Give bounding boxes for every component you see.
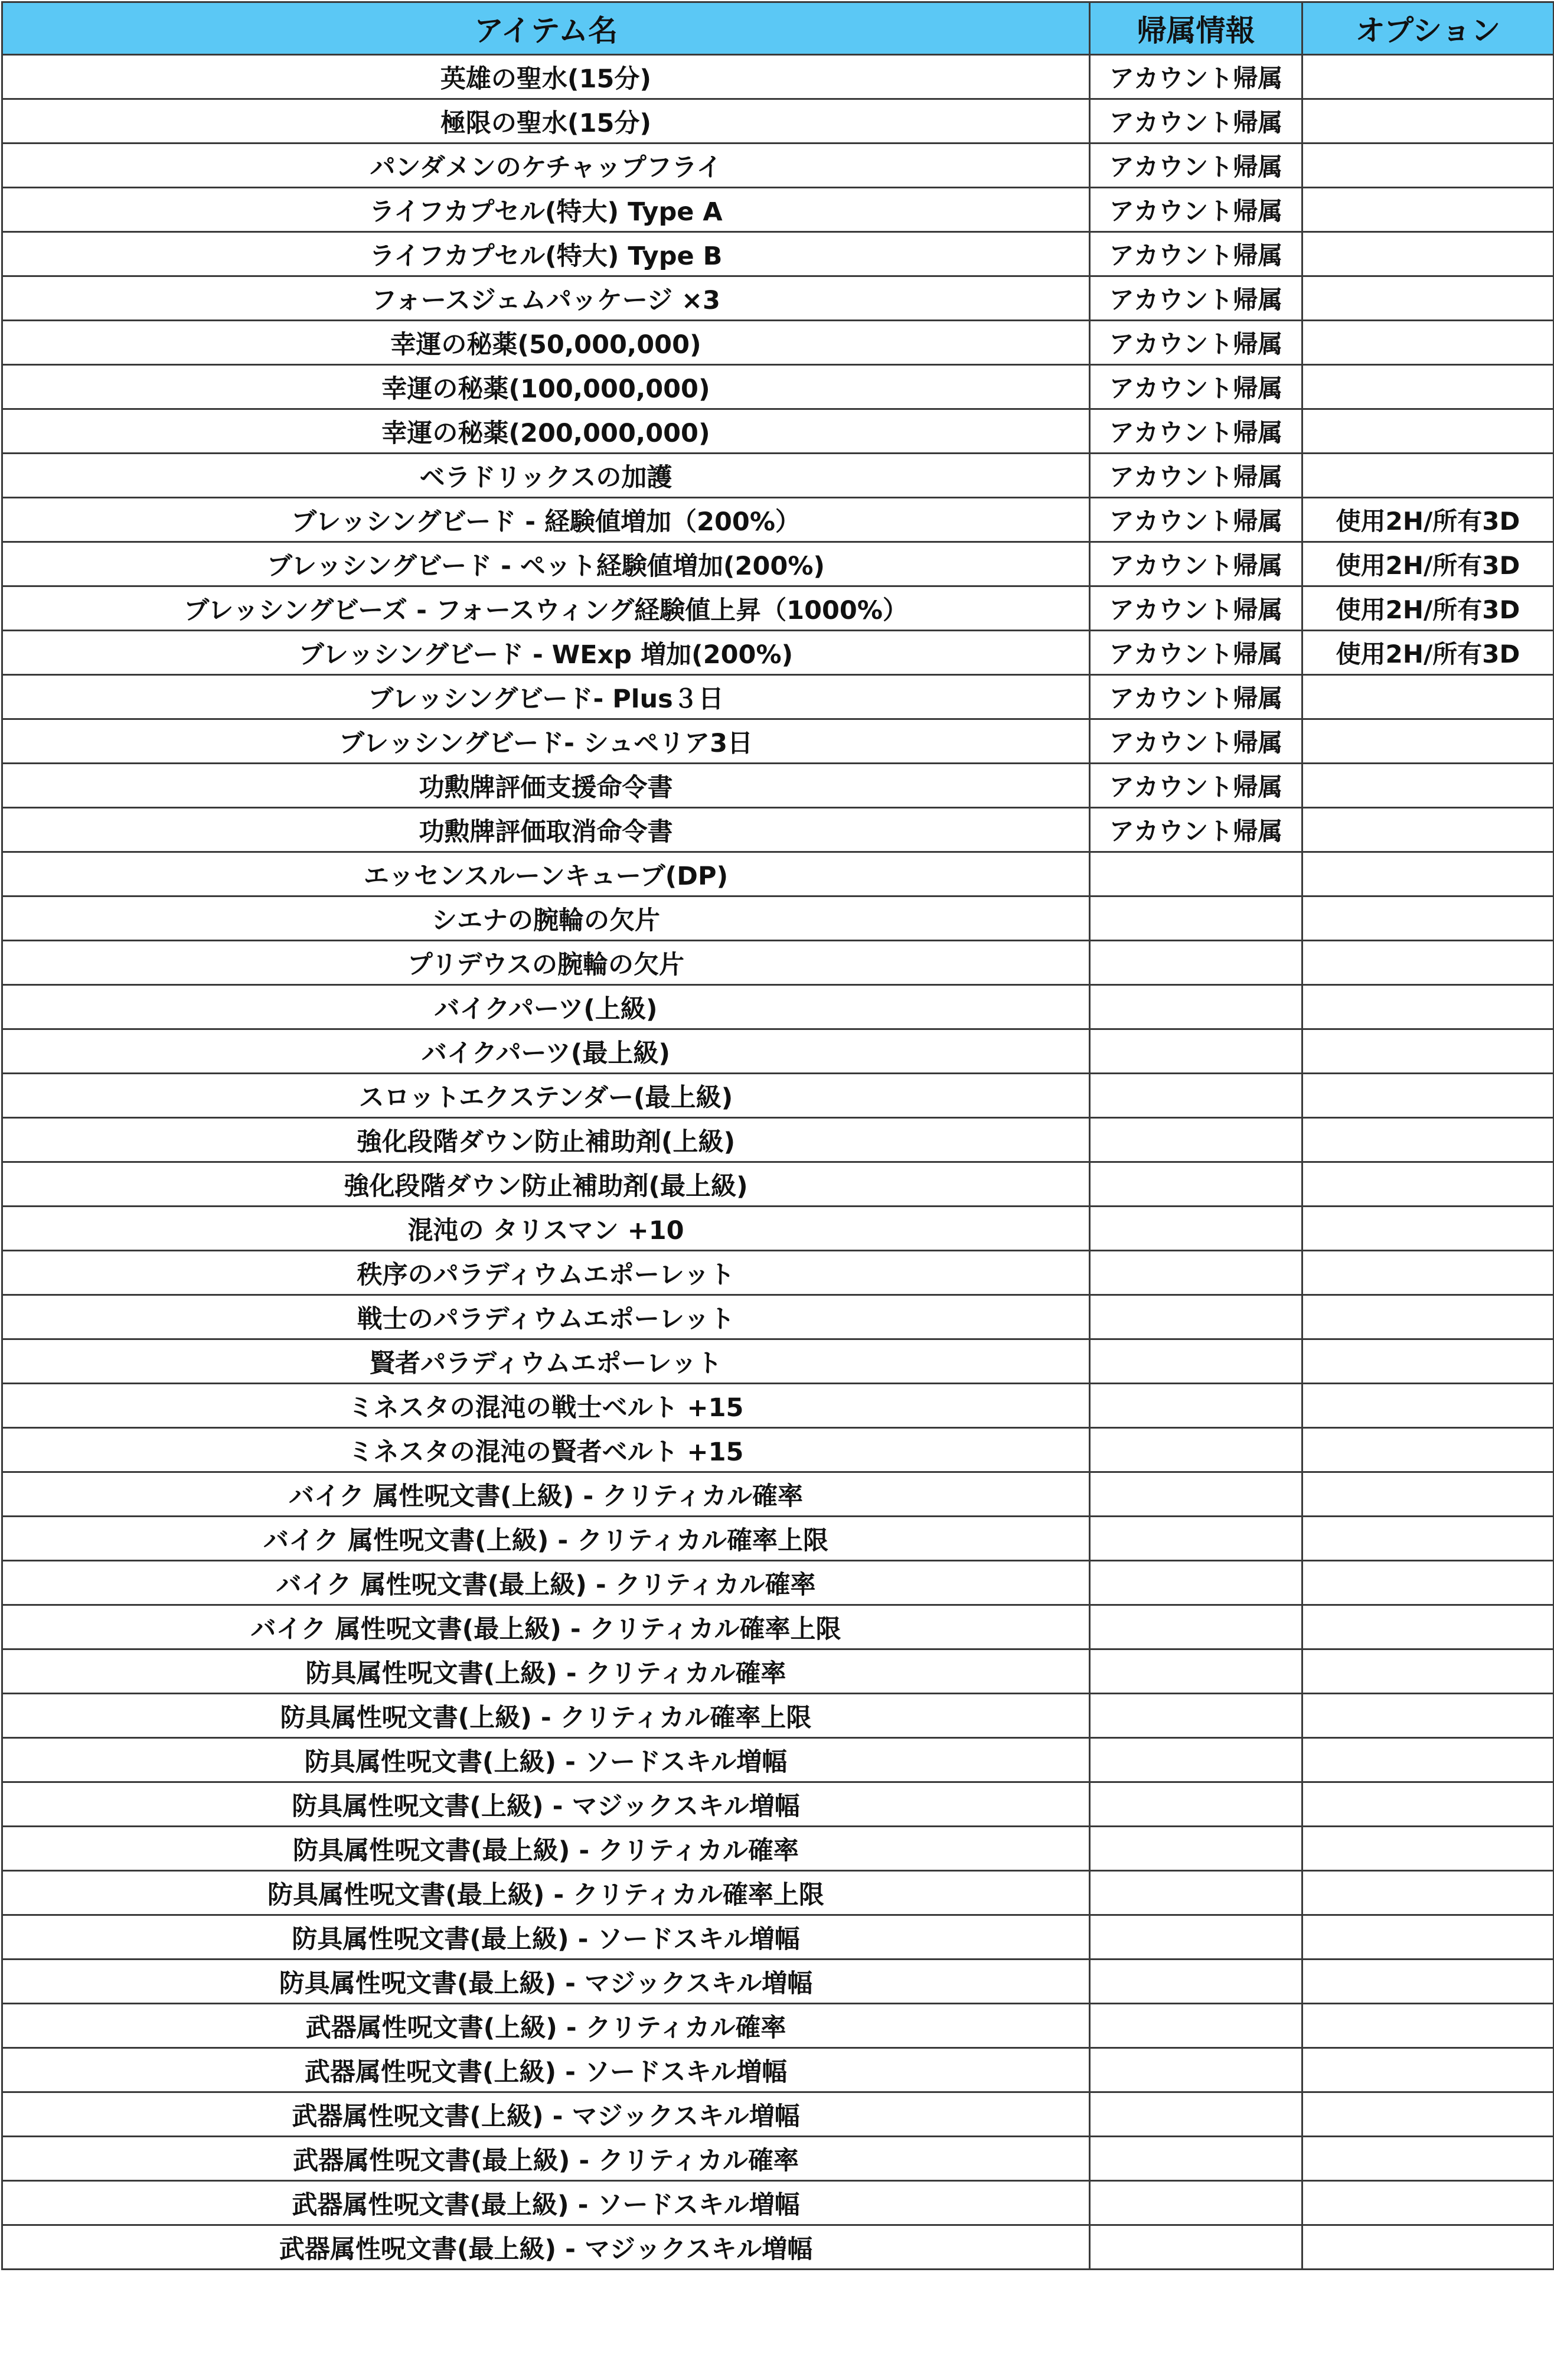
binding-cell: アカウント帰属 <box>1090 675 1302 719</box>
binding-cell <box>1090 1605 1302 1649</box>
table-row <box>2 675 1554 719</box>
item-name-cell: バイク 属性呪文書(上級) - クリティカル確率 <box>2 1472 1090 1517</box>
option-cell <box>1302 144 1554 188</box>
option-cell <box>1302 808 1554 852</box>
table-row <box>2 1074 1554 1118</box>
item-name-cell: ブレッシングビーズ - フォースウィング経験値上昇（1000%） <box>2 586 1090 631</box>
table-row <box>2 1649 1554 1694</box>
item-name-cell: ブレッシングビード- Plus３日 <box>2 675 1090 719</box>
table-row <box>2 55 1554 99</box>
item-name-cell: 強化段階ダウン防止補助剤(上級) <box>2 1118 1090 1162</box>
table-row <box>2 1029 1554 1074</box>
binding-cell: アカウント帰属 <box>1090 365 1302 409</box>
item-name-cell: 防具属性呪文書(最上級) - マジックスキル増幅 <box>2 1960 1090 2004</box>
table-row <box>2 365 1554 409</box>
option-cell <box>1302 99 1554 144</box>
option-cell <box>1302 2092 1554 2137</box>
option-cell <box>1302 941 1554 985</box>
binding-cell <box>1090 1827 1302 1871</box>
table-row <box>2 1960 1554 2004</box>
table-row <box>2 1472 1554 1517</box>
header-row <box>2 2 1554 55</box>
table-row <box>2 144 1554 188</box>
option-cell <box>1302 2181 1554 2225</box>
table-row <box>2 454 1554 498</box>
option-cell <box>1302 1827 1554 1871</box>
binding-cell <box>1090 2137 1302 2181</box>
table-row <box>2 1561 1554 1605</box>
binding-cell <box>1090 2225 1302 2270</box>
item-name-cell: 防具属性呪文書(最上級) - ソードスキル増幅 <box>2 1915 1090 1960</box>
binding-cell <box>1090 852 1302 896</box>
table-row <box>2 1738 1554 1782</box>
binding-cell <box>1090 1118 1302 1162</box>
table-row <box>2 2137 1554 2181</box>
table-row <box>2 232 1554 276</box>
option-cell: 使用2H/所有3D <box>1302 498 1554 542</box>
option-cell <box>1302 852 1554 896</box>
option-cell <box>1302 1782 1554 1827</box>
table-row <box>2 409 1554 454</box>
table-row <box>2 764 1554 808</box>
header-binding-info: 帰属情報 <box>1090 2 1302 55</box>
binding-cell: アカウント帰属 <box>1090 409 1302 454</box>
item-name-cell: 秩序のパラディウムエポーレット <box>2 1251 1090 1295</box>
table-row <box>2 276 1554 321</box>
binding-cell <box>1090 896 1302 941</box>
item-name-cell: スロットエクステンダー(最上級) <box>2 1074 1090 1118</box>
table-row <box>2 188 1554 232</box>
item-name-cell: 戦士のパラディウムエポーレット <box>2 1295 1090 1339</box>
option-cell <box>1302 1074 1554 1118</box>
item-name-cell: ブレッシングビード - WExp 増加(200%) <box>2 631 1090 675</box>
option-cell <box>1302 675 1554 719</box>
item-name-cell: 賢者パラディウムエポーレット <box>2 1339 1090 1384</box>
binding-cell <box>1090 1295 1302 1339</box>
binding-cell: アカウント帰属 <box>1090 498 1302 542</box>
option-cell <box>1302 1694 1554 1738</box>
item-name-cell: シエナの腕輪の欠片 <box>2 896 1090 941</box>
option-cell <box>1302 2225 1554 2270</box>
binding-cell <box>1090 1694 1302 1738</box>
table-row <box>2 1782 1554 1827</box>
option-cell <box>1302 1118 1554 1162</box>
binding-cell: アカウント帰属 <box>1090 99 1302 144</box>
option-cell <box>1302 188 1554 232</box>
binding-cell: アカウント帰属 <box>1090 276 1302 321</box>
option-cell <box>1302 55 1554 99</box>
table-row <box>2 2092 1554 2137</box>
binding-cell <box>1090 1207 1302 1251</box>
binding-cell <box>1090 1339 1302 1384</box>
option-cell <box>1302 2137 1554 2181</box>
table-row <box>2 1251 1554 1295</box>
header-item-name: アイテム名 <box>2 2 1090 55</box>
table-body <box>2 55 1554 2270</box>
option-cell: 使用2H/所有3D <box>1302 586 1554 631</box>
binding-cell <box>1090 1428 1302 1472</box>
option-cell <box>1302 232 1554 276</box>
table-row <box>2 1207 1554 1251</box>
option-cell <box>1302 1384 1554 1428</box>
item-name-cell: 武器属性呪文書(上級) - ソードスキル増幅 <box>2 2048 1090 2092</box>
binding-cell: アカウント帰属 <box>1090 321 1302 365</box>
item-name-cell: 武器属性呪文書(上級) - クリティカル確率 <box>2 2004 1090 2048</box>
item-name-cell: パンダメンのケチャップフライ <box>2 144 1090 188</box>
table-row <box>2 941 1554 985</box>
item-name-cell: ブレッシングビード - 経験値増加（200%） <box>2 498 1090 542</box>
binding-cell <box>1090 1029 1302 1074</box>
table-row <box>2 631 1554 675</box>
binding-cell <box>1090 1561 1302 1605</box>
binding-cell <box>1090 1960 1302 2004</box>
option-cell <box>1302 276 1554 321</box>
item-name-cell: ライフカプセル(特大) Type A <box>2 188 1090 232</box>
binding-cell <box>1090 2181 1302 2225</box>
binding-cell <box>1090 1649 1302 1694</box>
binding-cell: アカウント帰属 <box>1090 144 1302 188</box>
table-row <box>2 321 1554 365</box>
binding-cell <box>1090 2048 1302 2092</box>
option-cell <box>1302 365 1554 409</box>
binding-cell <box>1090 2004 1302 2048</box>
item-name-cell: 混沌の タリスマン +10 <box>2 1207 1090 1251</box>
binding-cell <box>1090 1251 1302 1295</box>
item-name-cell: 幸運の秘薬(100,000,000) <box>2 365 1090 409</box>
option-cell <box>1302 2048 1554 2092</box>
item-name-cell: 極限の聖水(15分) <box>2 99 1090 144</box>
table-row <box>2 498 1554 542</box>
item-name-cell: 防具属性呪文書(上級) - マジックスキル増幅 <box>2 1782 1090 1827</box>
table-row <box>2 1384 1554 1428</box>
item-name-cell: 英雄の聖水(15分) <box>2 55 1090 99</box>
option-cell: 使用2H/所有3D <box>1302 631 1554 675</box>
header-option: オプション <box>1302 2 1554 55</box>
table-row <box>2 1605 1554 1649</box>
item-name-cell: 武器属性呪文書(最上級) - クリティカル確率 <box>2 2137 1090 2181</box>
item-table <box>1 1 1554 2270</box>
item-name-cell: フォースジェムパッケージ ×3 <box>2 276 1090 321</box>
table-row <box>2 542 1554 586</box>
table-row <box>2 586 1554 631</box>
item-name-cell: 幸運の秘薬(50,000,000) <box>2 321 1090 365</box>
option-cell <box>1302 896 1554 941</box>
table-row <box>2 2004 1554 2048</box>
binding-cell <box>1090 1162 1302 1207</box>
binding-cell <box>1090 1871 1302 1915</box>
option-cell <box>1302 454 1554 498</box>
item-name-cell: エッセンスルーンキューブ(DP) <box>2 852 1090 896</box>
binding-cell <box>1090 941 1302 985</box>
binding-cell <box>1090 1915 1302 1960</box>
option-cell <box>1302 2004 1554 2048</box>
option-cell <box>1302 1207 1554 1251</box>
option-cell <box>1302 321 1554 365</box>
item-name-cell: ブレッシングビード- シュペリア3日 <box>2 719 1090 764</box>
item-name-cell: ベラドリックスの加護 <box>2 454 1090 498</box>
table-row <box>2 1871 1554 1915</box>
option-cell <box>1302 1339 1554 1384</box>
option-cell <box>1302 1605 1554 1649</box>
binding-cell <box>1090 1738 1302 1782</box>
option-cell <box>1302 1251 1554 1295</box>
binding-cell: アカウント帰属 <box>1090 454 1302 498</box>
item-name-cell: 防具属性呪文書(最上級) - クリティカル確率 <box>2 1827 1090 1871</box>
table-row <box>2 1517 1554 1561</box>
option-cell <box>1302 1295 1554 1339</box>
option-cell: 使用2H/所有3D <box>1302 542 1554 586</box>
item-name-cell: ミネスタの混沌の戦士ベルト +15 <box>2 1384 1090 1428</box>
table-row <box>2 1827 1554 1871</box>
item-name-cell: ブレッシングビード - ペット経験値増加(200%) <box>2 542 1090 586</box>
item-name-cell: 功勲牌評価取消命令書 <box>2 808 1090 852</box>
option-cell <box>1302 1472 1554 1517</box>
option-cell <box>1302 1162 1554 1207</box>
item-name-cell: 武器属性呪文書(上級) - マジックスキル増幅 <box>2 2092 1090 2137</box>
item-name-cell: バイクパーツ(最上級) <box>2 1029 1090 1074</box>
option-cell <box>1302 1517 1554 1561</box>
binding-cell: アカウント帰属 <box>1090 542 1302 586</box>
item-name-cell: バイク 属性呪文書(最上級) - クリティカル確率 <box>2 1561 1090 1605</box>
binding-cell: アカウント帰属 <box>1090 764 1302 808</box>
item-name-cell: 武器属性呪文書(最上級) - マジックスキル増幅 <box>2 2225 1090 2270</box>
item-name-cell: 幸運の秘薬(200,000,000) <box>2 409 1090 454</box>
binding-cell <box>1090 1472 1302 1517</box>
binding-cell <box>1090 1074 1302 1118</box>
option-cell <box>1302 1871 1554 1915</box>
item-name-cell: 強化段階ダウン防止補助剤(最上級) <box>2 1162 1090 1207</box>
table-row <box>2 852 1554 896</box>
option-cell <box>1302 1561 1554 1605</box>
option-cell <box>1302 1738 1554 1782</box>
binding-cell <box>1090 1782 1302 1827</box>
binding-cell <box>1090 985 1302 1029</box>
item-name-cell: バイクパーツ(上級) <box>2 985 1090 1029</box>
binding-cell: アカウント帰属 <box>1090 232 1302 276</box>
binding-cell <box>1090 1517 1302 1561</box>
option-cell <box>1302 1428 1554 1472</box>
table-row <box>2 1295 1554 1339</box>
item-name-cell: プリデウスの腕輪の欠片 <box>2 941 1090 985</box>
binding-cell: アカウント帰属 <box>1090 586 1302 631</box>
table-row <box>2 2048 1554 2092</box>
binding-cell: アカウント帰属 <box>1090 188 1302 232</box>
table-row <box>2 1339 1554 1384</box>
binding-cell: アカウント帰属 <box>1090 719 1302 764</box>
binding-cell: アカウント帰属 <box>1090 808 1302 852</box>
item-name-cell: ライフカプセル(特大) Type B <box>2 232 1090 276</box>
table-row <box>2 896 1554 941</box>
table-row <box>2 2181 1554 2225</box>
item-name-cell: 防具属性呪文書(最上級) - クリティカル確率上限 <box>2 1871 1090 1915</box>
binding-cell <box>1090 1384 1302 1428</box>
item-name-cell: バイク 属性呪文書(上級) - クリティカル確率上限 <box>2 1517 1090 1561</box>
option-cell <box>1302 719 1554 764</box>
table-row <box>2 985 1554 1029</box>
option-cell <box>1302 1960 1554 2004</box>
item-name-cell: 防具属性呪文書(上級) - クリティカル確率上限 <box>2 1694 1090 1738</box>
table-row <box>2 1162 1554 1207</box>
binding-cell: アカウント帰属 <box>1090 55 1302 99</box>
option-cell <box>1302 1649 1554 1694</box>
item-name-cell: 功勲牌評価支援命令書 <box>2 764 1090 808</box>
item-name-cell: 防具属性呪文書(上級) - クリティカル確率 <box>2 1649 1090 1694</box>
table-row <box>2 99 1554 144</box>
option-cell <box>1302 1915 1554 1960</box>
option-cell <box>1302 1029 1554 1074</box>
item-name-cell: 武器属性呪文書(最上級) - ソードスキル増幅 <box>2 2181 1090 2225</box>
option-cell <box>1302 764 1554 808</box>
binding-cell: アカウント帰属 <box>1090 631 1302 675</box>
option-cell <box>1302 985 1554 1029</box>
table-row <box>2 1915 1554 1960</box>
table-row <box>2 1118 1554 1162</box>
table-row <box>2 2225 1554 2270</box>
item-name-cell: 防具属性呪文書(上級) - ソードスキル増幅 <box>2 1738 1090 1782</box>
table-header <box>2 2 1554 55</box>
binding-cell <box>1090 2092 1302 2137</box>
table-row <box>2 808 1554 852</box>
table-row <box>2 719 1554 764</box>
item-name-cell: ミネスタの混沌の賢者ベルト +15 <box>2 1428 1090 1472</box>
item-name-cell: バイク 属性呪文書(最上級) - クリティカル確率上限 <box>2 1605 1090 1649</box>
table-row <box>2 1694 1554 1738</box>
option-cell <box>1302 409 1554 454</box>
table-row <box>2 1428 1554 1472</box>
